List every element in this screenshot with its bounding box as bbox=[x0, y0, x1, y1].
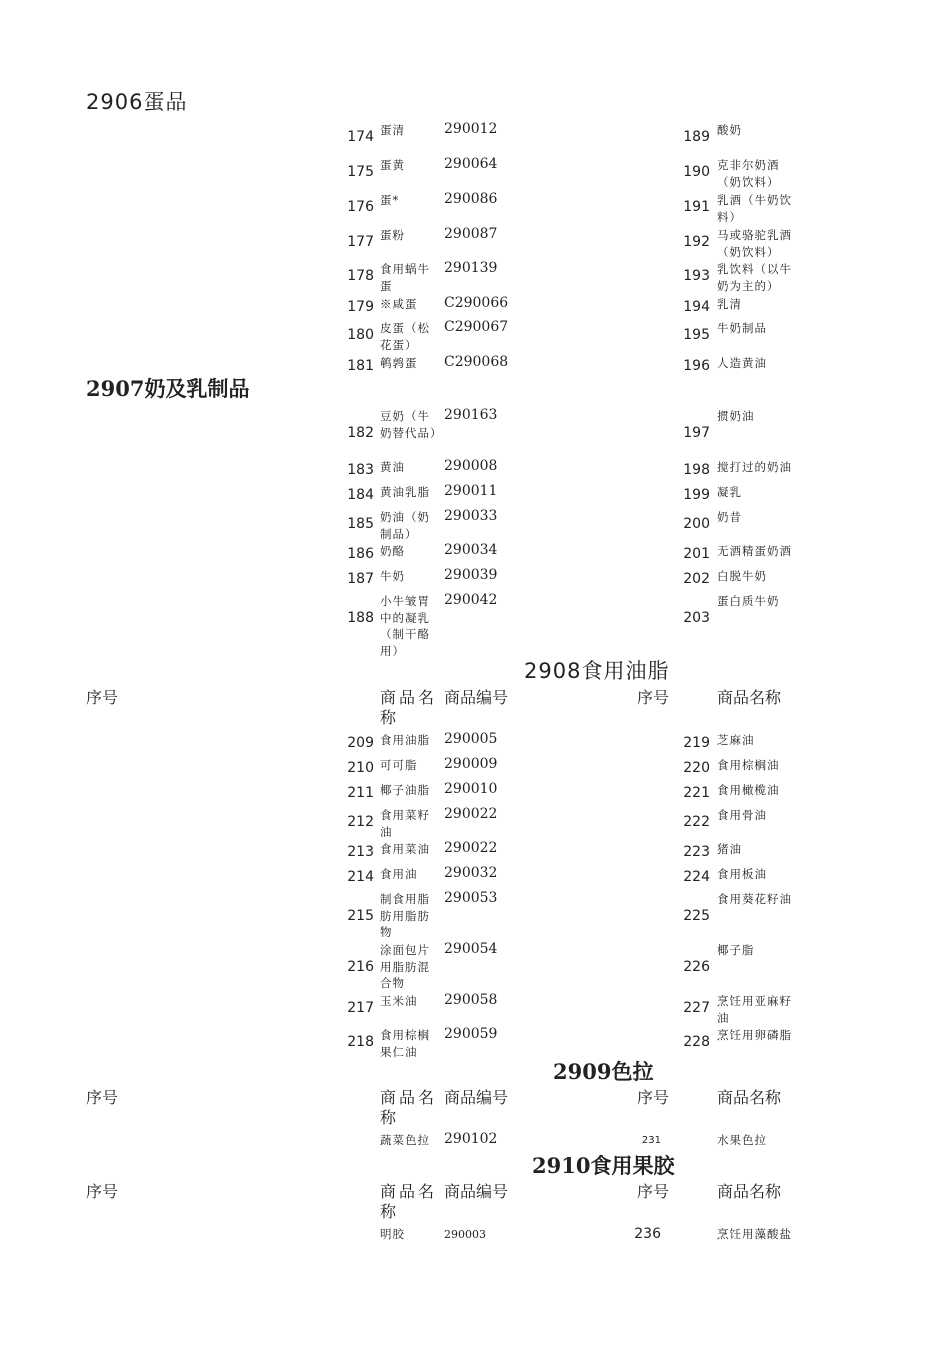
header-name-right: 商品名称 bbox=[717, 1182, 782, 1201]
row-seq-left: 218 bbox=[347, 1034, 374, 1050]
row-seq-right: 231 bbox=[641, 1135, 661, 1146]
row-name-right: 食用骨油 bbox=[717, 808, 767, 822]
row-name-left: 豆奶（牛奶替代品） bbox=[380, 409, 443, 440]
row-name-left: 玉米油 bbox=[380, 994, 418, 1008]
row-seq-right: 221 bbox=[683, 785, 710, 801]
section-title-2906: 2906蛋品 bbox=[86, 90, 188, 114]
header-seq: 序号 bbox=[86, 1088, 119, 1107]
row-seq-right: 202 bbox=[683, 571, 710, 587]
row-seq-left: 216 bbox=[347, 959, 374, 975]
row-name-right: 人造黄油 bbox=[717, 356, 767, 370]
row-name-right: 马或骆驼乳酒（奶饮料） bbox=[717, 228, 792, 259]
row-name-left: 蛋黄 bbox=[380, 158, 405, 172]
row-code-left: 290039 bbox=[444, 567, 498, 583]
row-name-left: 涂面包片用脂肪混合物 bbox=[380, 943, 430, 990]
row-name-right: 食用葵花籽油 bbox=[717, 892, 792, 906]
row-name-left: 蛋* bbox=[380, 193, 400, 207]
row-name-left: 可可脂 bbox=[380, 758, 418, 772]
row-seq-right: 194 bbox=[683, 299, 710, 315]
row-seq-left: 179 bbox=[347, 299, 374, 315]
row-code-left: 290034 bbox=[444, 542, 498, 558]
row-code-left: C290067 bbox=[444, 319, 509, 335]
row-code-left: 290033 bbox=[444, 508, 498, 524]
row-code-left: 290010 bbox=[444, 781, 498, 797]
row-name-left: 皮蛋（松花蛋） bbox=[380, 321, 430, 352]
row-seq-right: 220 bbox=[683, 760, 710, 776]
header-seq-right: 序号 bbox=[637, 1182, 670, 1201]
row-code-left: 290087 bbox=[444, 226, 498, 242]
row-name-left: 小牛皱胃中的凝乳（制干酪用） bbox=[380, 594, 430, 658]
row-seq-left: 187 bbox=[347, 571, 374, 587]
row-seq-left: 175 bbox=[347, 164, 374, 180]
row-code-left: C290068 bbox=[444, 354, 509, 370]
row-name-left: 制食用脂肪用脂肪物 bbox=[380, 892, 430, 939]
row-code-left: 290022 bbox=[444, 840, 498, 856]
row-code-left: 290163 bbox=[444, 407, 498, 423]
row-seq-right: 190 bbox=[683, 164, 710, 180]
row-seq-left: 217 bbox=[347, 1000, 374, 1016]
row-seq-right: 191 bbox=[683, 199, 710, 215]
row-name-left: ※咸蛋 bbox=[380, 297, 418, 311]
row-name-left: 黄油 bbox=[380, 460, 405, 474]
row-seq-right: 219 bbox=[683, 735, 710, 751]
row-seq-left: 174 bbox=[347, 129, 374, 145]
row-seq-left: 211 bbox=[347, 785, 374, 801]
row-code-left: 290042 bbox=[444, 592, 498, 608]
header-code: 商品编号 bbox=[444, 688, 509, 707]
row-seq-left: 183 bbox=[347, 462, 374, 478]
header-name-right: 商品名称 bbox=[717, 688, 782, 707]
row-name-right: 酸奶 bbox=[717, 123, 742, 137]
row-name-left: 奶油（奶制品） bbox=[380, 510, 430, 541]
row-name-right: 烹饪用亚麻籽油 bbox=[717, 994, 792, 1025]
row-name-right: 掼奶油 bbox=[717, 409, 755, 423]
row-name-left: 鹌鹑蛋 bbox=[380, 356, 418, 370]
row-seq-right: 228 bbox=[683, 1034, 710, 1050]
row-name-right: 烹饪用藻酸盐 bbox=[717, 1227, 792, 1241]
row-code-left: 290005 bbox=[444, 731, 498, 747]
row-name-right: 奶昔 bbox=[717, 510, 742, 524]
row-code-left: 290139 bbox=[444, 260, 498, 276]
row-name-right: 食用板油 bbox=[717, 867, 767, 881]
row-seq-left: 181 bbox=[347, 358, 374, 374]
row-name-left: 食用棕榈果仁油 bbox=[380, 1028, 430, 1059]
header-seq: 序号 bbox=[86, 1182, 119, 1201]
header-name: 商品名称 bbox=[380, 1182, 438, 1221]
row-seq-right: 223 bbox=[683, 844, 710, 860]
row-seq-left: 186 bbox=[347, 546, 374, 562]
row-name-left: 明胶 bbox=[380, 1227, 405, 1241]
header-code: 商品编号 bbox=[444, 1088, 509, 1107]
row-seq-right: 200 bbox=[683, 516, 710, 532]
row-seq-left: 176 bbox=[347, 199, 374, 215]
row-seq-right: 236 bbox=[634, 1226, 661, 1242]
row-seq-right: 197 bbox=[683, 425, 710, 441]
row-seq-right: 227 bbox=[683, 1000, 710, 1016]
row-seq-right: 189 bbox=[683, 129, 710, 145]
row-code-left: 290022 bbox=[444, 806, 498, 822]
row-name-right: 椰子脂 bbox=[717, 943, 755, 957]
row-seq-left: 212 bbox=[347, 814, 374, 830]
row-name-left: 黄油乳脂 bbox=[380, 485, 430, 499]
row-code-left: 290059 bbox=[444, 1026, 498, 1042]
row-seq-right: 192 bbox=[683, 234, 710, 250]
row-name-left: 奶酪 bbox=[380, 544, 405, 558]
header-seq: 序号 bbox=[86, 688, 119, 707]
header-seq-right: 序号 bbox=[637, 1088, 670, 1107]
row-seq-right: 193 bbox=[683, 268, 710, 284]
row-seq-left: 215 bbox=[347, 908, 374, 924]
row-name-left: 椰子油脂 bbox=[380, 783, 430, 797]
row-seq-right: 196 bbox=[683, 358, 710, 374]
row-seq-right: 201 bbox=[683, 546, 710, 562]
row-seq-left: 214 bbox=[347, 869, 374, 885]
row-name-right: 乳清 bbox=[717, 297, 742, 311]
row-seq-left: 210 bbox=[347, 760, 374, 776]
row-code-left: 290054 bbox=[444, 941, 498, 957]
row-name-left: 蛋粉 bbox=[380, 228, 405, 242]
row-code-left: 290032 bbox=[444, 865, 498, 881]
row-seq-right: 195 bbox=[683, 327, 710, 343]
row-code-left: 290011 bbox=[444, 483, 498, 499]
row-code-left: 290058 bbox=[444, 992, 498, 1008]
section-title-2908: 2908食用油脂 bbox=[524, 659, 670, 683]
row-seq-right: 222 bbox=[683, 814, 710, 830]
section-title-2909: 2909色拉 bbox=[553, 1059, 654, 1084]
row-seq-right: 198 bbox=[683, 462, 710, 478]
row-name-right: 水果色拉 bbox=[717, 1133, 767, 1147]
row-name-right: 克非尔奶酒（奶饮料） bbox=[717, 158, 780, 189]
row-seq-right: 226 bbox=[683, 959, 710, 975]
row-name-left: 食用油 bbox=[380, 867, 418, 881]
row-code-left: 290003 bbox=[444, 1228, 486, 1241]
row-name-right: 食用橄榄油 bbox=[717, 783, 780, 797]
header-seq-right: 序号 bbox=[637, 688, 670, 707]
row-name-right: 食用棕榈油 bbox=[717, 758, 780, 772]
row-name-right: 乳饮料（以牛奶为主的） bbox=[717, 262, 792, 293]
row-name-right: 蛋白质牛奶 bbox=[717, 594, 780, 608]
row-code-left: 290009 bbox=[444, 756, 498, 772]
row-name-left: 食用菜油 bbox=[380, 842, 430, 856]
row-seq-left: 180 bbox=[347, 327, 374, 343]
row-seq-left: 185 bbox=[347, 516, 374, 532]
row-seq-left: 184 bbox=[347, 487, 374, 503]
row-seq-right: 225 bbox=[683, 908, 710, 924]
row-code-left: C290066 bbox=[444, 295, 509, 311]
row-name-left: 蔬菜色拉 bbox=[380, 1133, 430, 1147]
row-code-left: 290102 bbox=[444, 1131, 498, 1147]
row-seq-left: 213 bbox=[347, 844, 374, 860]
row-code-left: 290064 bbox=[444, 156, 498, 172]
row-name-right: 凝乳 bbox=[717, 485, 742, 499]
row-name-left: 食用蜗牛蛋 bbox=[380, 262, 430, 293]
row-code-left: 290008 bbox=[444, 458, 498, 474]
section-title-2907: 2907奶及乳制品 bbox=[86, 376, 250, 401]
row-name-left: 牛奶 bbox=[380, 569, 405, 583]
row-code-left: 290086 bbox=[444, 191, 498, 207]
row-name-left: 蛋清 bbox=[380, 123, 405, 137]
header-code: 商品编号 bbox=[444, 1182, 509, 1201]
header-name: 商品名称 bbox=[380, 688, 438, 727]
row-name-right: 白脱牛奶 bbox=[717, 569, 767, 583]
row-seq-right: 199 bbox=[683, 487, 710, 503]
row-seq-left: 182 bbox=[347, 425, 374, 441]
row-code-left: 290053 bbox=[444, 890, 498, 906]
row-name-right: 无酒精蛋奶酒 bbox=[717, 544, 792, 558]
row-seq-left: 209 bbox=[347, 735, 374, 751]
row-seq-right: 203 bbox=[683, 610, 710, 626]
header-name-right: 商品名称 bbox=[717, 1088, 782, 1107]
row-code-left: 290012 bbox=[444, 121, 498, 137]
row-name-right: 牛奶制品 bbox=[717, 321, 767, 335]
row-name-right: 烹饪用卵磷脂 bbox=[717, 1028, 792, 1042]
row-name-right: 猪油 bbox=[717, 842, 742, 856]
row-name-left: 食用菜籽油 bbox=[380, 808, 430, 839]
row-seq-left: 177 bbox=[347, 234, 374, 250]
row-name-right: 芝麻油 bbox=[717, 733, 755, 747]
row-seq-right: 224 bbox=[683, 869, 710, 885]
row-seq-left: 178 bbox=[347, 268, 374, 284]
row-seq-left: 188 bbox=[347, 610, 374, 626]
header-name: 商品名称 bbox=[380, 1088, 438, 1127]
row-name-right: 乳酒（牛奶饮料） bbox=[717, 193, 792, 224]
row-name-left: 食用油脂 bbox=[380, 733, 430, 747]
row-name-right: 搅打过的奶油 bbox=[717, 460, 792, 474]
section-title-2910: 2910食用果胶 bbox=[532, 1153, 675, 1178]
